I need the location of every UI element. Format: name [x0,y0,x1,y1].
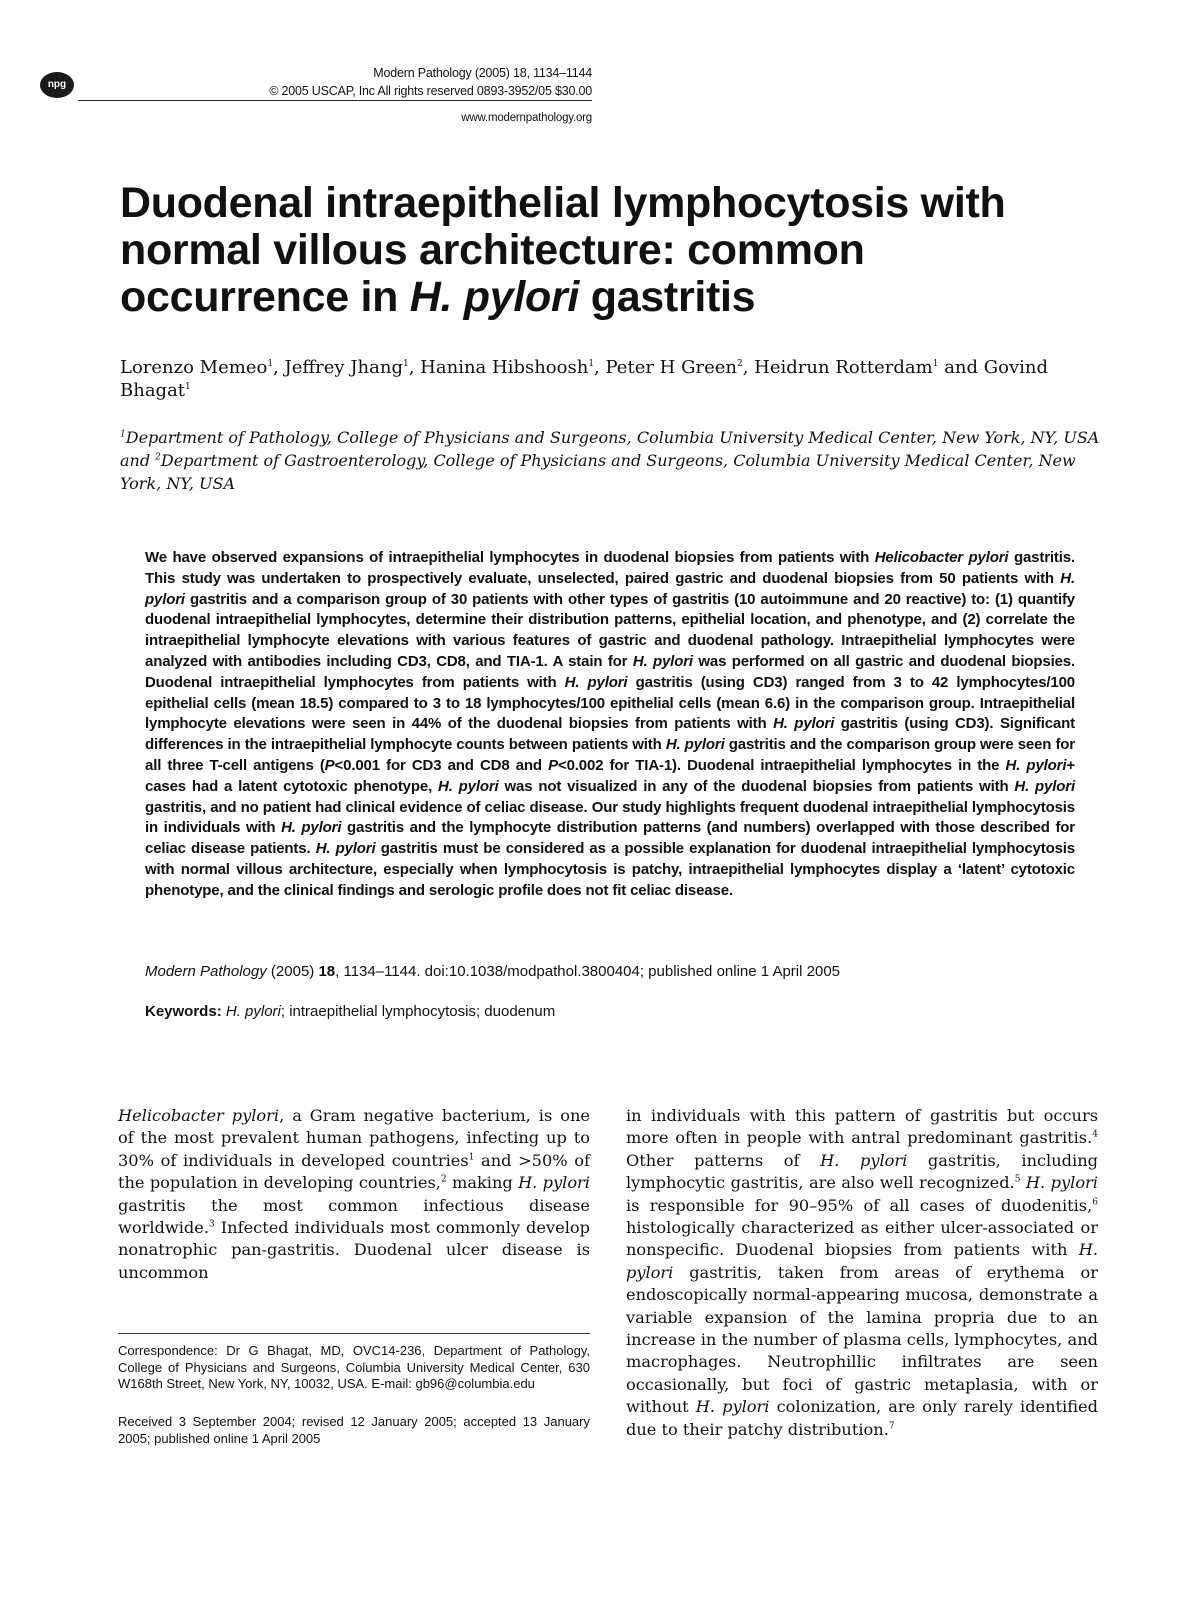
journal-url[interactable]: www.modernpathology.org [461,112,592,124]
author: Heidrun Rotterdam$^1$ and [754,357,984,378]
article-citation: Modern Pathology (2005) 18, 1134–1144. doi:10.1038/modpathol.3800404; published online 1 April 2005 [145,963,840,980]
correspondence-footnote: Correspondence: Dr G Bhagat, MD, OVC14-236, Department of Pathology, College of Physicians and Surgeons, Columbia University Medical Center, 630 W168th Street, New York, NY, 10032, USA. E-mail: gb96@columbia.edu [118,1343,590,1391]
keywords: Keywords: H. pylori; intraepithelial lymphocytosis; duodenum [145,1003,556,1020]
article-title [120,180,1100,321]
title-text-2: gastritis [579,273,756,321]
footnote-divider [118,1333,590,1334]
keywords-label: Keywords: [145,1003,222,1020]
received-dates-footnote: Received 3 September 2004; revised 12 January 2005; accepted 13 January 2005; published online 1 April 2005 [118,1414,590,1446]
header-divider [78,100,592,101]
title-text-1: Duodenal intraepithelial lymphocytosis with normal villous architecture: common occurrence in [120,179,1006,321]
author: Peter H Green$^2$, [605,357,755,378]
author-affiliations: $^1$Department of Pathology, College of Physicians and Surgeons, Columbia University Medical Center, New York, NY, USA and $^2$Department of Gastroenterology, College of Physicians and Surgeons, Columbia University Medical Center, New York, NY, USA [120,428,1100,493]
body-column-right: in individuals with this pattern of gastritis but occurs more often in people with antral predominant gastritis.$^4$ Other patterns of H. pylori gastritis, including lymphocytic gastritis, are also well recognized.$^5$ H. pylori is responsible for 90–95% of all cases of duodenitis,$^6$ histologically characterized as either ulcer-associated or nonspecific. Duodenal biopsies from patients with H. pylori gastritis, taken from areas of erythema or endoscopically normal-appearing mucosa, demonstrate a variable expansion of the lamina propria due to an increase in the number of plasma cells, lymphocytes, and macrophages. Neutrophillic infiltrates are seen occasionally, but foci of gastric metaplasia, with or without H. pylori colonization, are only rarely identified due to their patchy distribution.$^7$ [626,1106,1098,1439]
body-column-left: Helicobacter pylori, a Gram negative bacterium, is one of the most prevalent human pathogens, infecting up to 30% of individuals in developed countries$^1$ and >50% of the population in developing countries,$^2$ making H. pylori gastritis the most common infectious disease worldwide.$^3$ Infected individuals most commonly develop nonatrophic pan-gastritis. Duodenal ulcer disease is uncommon [118,1106,591,1282]
author: Lorenzo Memeo$^1$, [120,357,285,378]
copyright-line: © 2005 USCAP, Inc All rights reserved 0893-3952/05 $30.00 [269,84,592,98]
abstract: We have observed expansions of intraepithelial lymphocytes in duodenal biopsies from patients with Helicobacter pylori gastritis. This study was undertaken to prospectively evaluate, unselected, paired gastric and duodenal biopsies from 50 patients with H. pylori gastritis and a comparison group of 30 patients with other types of gastritis (10 autoimmune and 20 reactive) to: (1) quantify duodenal intraepithelial lymphocytes, determine their distribution patterns, epithelial location, and phenotype, and (2) correlate the intraepithelial lymphocyte elevations with various features of gastric and duodenal pathology. Intraepithelial lymphocytes were analyzed with antibodies including CD3, CD8, and TIA-1. A stain for H. pylori was performed on all gastric and duodenal biopsies. Duodenal intraepithelial lymphocytes from patients with H. pylori gastritis (using CD3) ranged from 3 to 42 lymphocytes/100 epithelial cells (mean 18.5) compared to 3 to 18 lymphocytes/100 epithelial cells (mean 6.6) in the comparison group. Intraepithelial lymphocyte elevations were seen in 44% of the duodenal biopsies from patients with H. pylori gastritis (using CD3). Significant differences in the intraepithelial lymphocyte counts between patients with H. pylori gastritis and the comparison group were seen for all three T-cell antigens (P<0.001 for CD3 and CD8 and P<0.002 for TIA-1). Duodenal intraepithelial lymphocytes in the H. pylori+ cases had a latent cytotoxic phenotype, H. pylori was not visualized in any of the duodenal biopsies from patients with H. pylori gastritis, and no patient had clinical evidence of celiac disease. Our study highlights frequent duodenal intraepithelial lymphocytosis in individuals with H. pylori gastritis and the lymphocyte distribution patterns (and numbers) overlapped with those described for celiac disease patients. H. pylori gastritis must be considered as a possible explanation for duodenal intraepithelial lymphocytosis with normal villous architecture, especially when lymphocytosis is patchy, intraepithelial lymphocytes display a ‘latent’ cytotoxic phenotype, and the clinical findings and serologic profile does not fit celiac disease. [145,549,1075,899]
publisher-logo: npg [40,72,74,98]
author: Hanina Hibshoosh$^1$, [420,357,606,378]
author: Govind Bhagat$^1$ [120,357,1049,401]
title-species: H. pylori [409,273,580,321]
author: Jeffrey Jhang$^1$, [284,357,421,378]
author-list [120,356,1105,402]
journal-citation-header: Modern Pathology (2005) 18, 1134–1144 [373,66,592,80]
